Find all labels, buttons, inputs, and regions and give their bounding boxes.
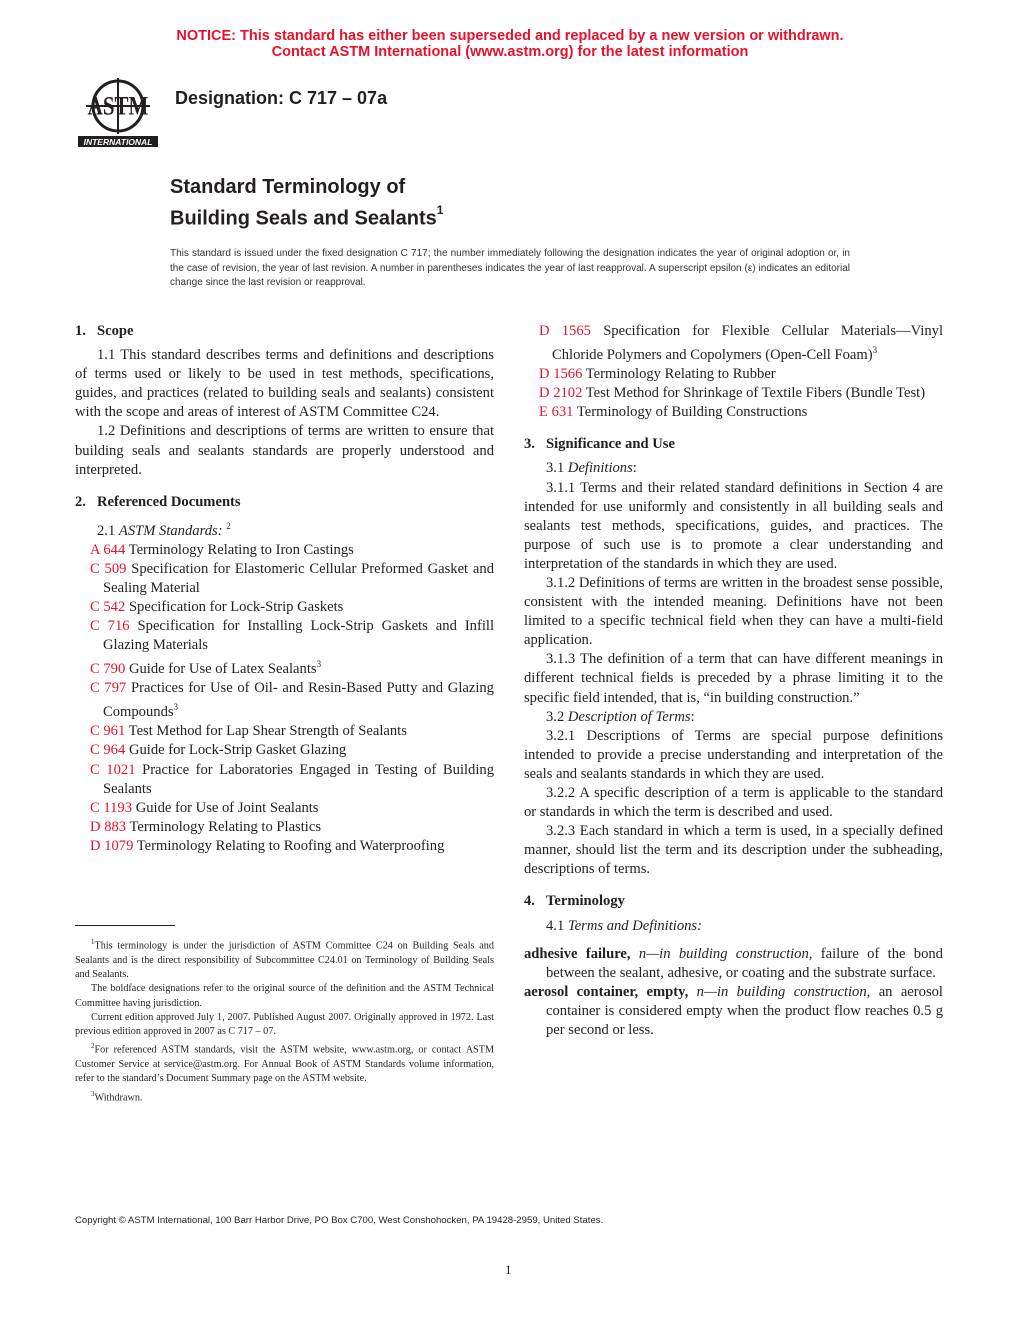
reference-title: Specification for Lock-Strip Gaskets — [128, 599, 344, 616]
term-part-of-speech: n — [638, 945, 647, 962]
reference-item — [524, 384, 943, 403]
footnote-text: The boldface designations refer to the original source of the definition and the ASTM Technical Committee having jurisdiction. — [75, 983, 494, 1009]
reference-item — [75, 837, 494, 856]
reference-item — [524, 365, 943, 384]
reference-title: Guide for Use of Latex Sealants — [128, 661, 317, 678]
section-3-1-1: 3.1.1 Terms and their related standard definitions in Section 4 are intended for use uniformly and consistently in all building seals and sealants test methods, specifications, guides, and practices. The purpose of such use is to promote a clear understanding and interpretation of the standards in which they are used. — [524, 479, 943, 572]
reference-code-link[interactable]: C 797 — [90, 680, 127, 697]
reference-list-left — [75, 541, 494, 856]
footnote-item — [75, 1087, 494, 1106]
section-3-1: 3.1 Definitions: — [546, 460, 637, 477]
footnote-rule — [75, 925, 175, 926]
reference-title: Specification for Elastomeric Cellular Preformed Gasket and Sealing Material — [103, 560, 494, 596]
astm-logo — [76, 76, 160, 148]
page-number: 1 — [505, 1262, 512, 1277]
notice-line-1: NOTICE: This standard has either been superseded and replaced by a new version or withdrawn. — [176, 28, 844, 44]
page-title — [170, 174, 443, 232]
reference-item — [75, 761, 494, 799]
footnotes — [75, 935, 494, 1105]
term-field: —in building construction, — [703, 983, 871, 1000]
reference-item — [75, 560, 494, 598]
reference-title: Practice for Laboratories Engaged in Testing of Building Sealants — [103, 761, 494, 797]
reference-code-link[interactable]: D 883 — [90, 818, 127, 835]
footnote-mark: 3 — [91, 1089, 95, 1098]
title-line-2: Building Seals and Sealants — [170, 207, 437, 230]
reference-item — [75, 818, 494, 837]
reference-item — [75, 617, 494, 655]
title-line-1: Standard Terminology of — [170, 176, 406, 198]
footnote-item — [75, 935, 494, 982]
footnote-ref: 3 — [872, 345, 878, 356]
reference-title: Terminology Relating to Rubber — [585, 366, 776, 383]
reference-code-link[interactable]: D 1566 — [539, 366, 583, 383]
reference-code-link[interactable]: C 716 — [90, 618, 130, 635]
section-3-1-2: 3.1.2 Definitions of terms are written in the broadest sense possible, consistent with the intended meaning. Definitions have not been limited to a specific technical field when they can have a multi-field application. — [524, 574, 943, 649]
reference-title: Specification for Installing Lock-Strip Gaskets and Infill Glazing Materials — [103, 618, 494, 654]
footnote-item — [75, 982, 494, 1011]
notice-line-2: Contact ASTM International (www.astm.org) for the latest information — [271, 44, 749, 60]
term-text: failure of the bond between the sealant, adhesive, or coating and the substrate surface. — [546, 945, 943, 981]
section-3-2-3: 3.2.3 Each standard in which a term is used, in a specially defined manner, should list the term and its description under the subheading, descriptions of terms. — [524, 823, 943, 878]
footnote-ref: 3 — [316, 659, 322, 670]
section-1-1: 1.1 This standard describes terms and definitions and descriptions of terms used or likely to be used in test methods, specifications, guides, and practices (related to building seals and sealants) consistent with the scope and areas of interest of ASTM Committee C24. — [75, 347, 494, 421]
section-1-2: 1.2 Definitions and descriptions of terms are written to ensure that building seals and sealants standards are properly understood and interpreted. — [75, 423, 494, 478]
section-2-heading: 2. Referenced Documents — [75, 493, 241, 510]
footnote-text: This terminology is under the jurisdiction of ASTM Committee C24 on Building Seals and Sealants and is the direct responsibility of Subcommittee C24.01 on Terminology of Building Seals and Sealants. — [75, 940, 494, 980]
reference-code-link[interactable]: C 964 — [90, 742, 126, 759]
footnote-mark: 2 — [91, 1042, 95, 1051]
section-4-heading: 4. Terminology — [524, 893, 625, 910]
logo-subtext: INTERNATIONAL — [83, 137, 153, 147]
term-part-of-speech: n — [696, 983, 704, 1000]
reference-item — [75, 541, 494, 560]
term-name: aerosol container, empty, — [524, 983, 689, 1000]
reference-list-right — [524, 322, 943, 422]
reference-title: Terminology Relating to Roofing and Waterproofing — [136, 837, 445, 854]
reference-code-link[interactable]: C 961 — [90, 723, 126, 740]
footnote-item — [75, 1011, 494, 1040]
footnote-ref: 3 — [173, 702, 179, 713]
reference-title: Guide for Use of Joint Sealants — [135, 799, 319, 816]
reference-code-link[interactable]: D 1565 — [539, 323, 591, 339]
section-4-1: 4.1 Terms and Definitions: — [546, 917, 702, 934]
logo-text: ASTM — [87, 92, 149, 122]
section-3-heading: 3. Significance and Use — [524, 436, 675, 453]
footnote-mark: 1 — [91, 938, 95, 946]
reference-item — [75, 679, 494, 722]
copyright: Copyright © ASTM International, 100 Barr Harbor Drive, PO Box C700, West Conshohocken, PA 19428-2959, United States. — [75, 1215, 604, 1226]
reference-code-link[interactable]: A 644 — [90, 541, 126, 558]
footnote-text: For referenced ASTM standards, visit the ASTM website, www.astm.org, or contact ASTM Customer Service at service@astm.org. For Annual Book of ASTM Standards volume information, refer to the standard’s Document Summary page on the ASTM website. — [75, 1044, 494, 1085]
reference-title: Specification for Flexible Cellular Materials—Vinyl Chloride Polymers and Copolymers (Open-Cell Foam) — [552, 323, 943, 363]
reference-title: Test Method for Shrinkage of Textile Fibers (Bundle Test) — [585, 385, 926, 402]
reference-code-link[interactable]: C 542 — [90, 599, 126, 616]
reference-item — [524, 322, 943, 365]
section-3-2-2: 3.2.2 A specific description of a term is applicable to the standard or standards in which the term is described and used. — [524, 785, 943, 821]
footnote-text: Withdrawn. — [94, 1092, 143, 1104]
section-3-2-1: 3.2.1 Descriptions of Terms are special purpose definitions intended to provide a precise understanding and interpretation of the seals and sealants standards in which they are used. — [524, 727, 943, 782]
reference-code-link[interactable]: D 2102 — [539, 385, 583, 402]
reference-item — [75, 799, 494, 818]
reference-title: Practices for Use of Oil- and Resin-Based Putty and Glazing Compounds — [103, 680, 494, 721]
reference-item — [524, 403, 943, 422]
section-3-2: 3.2 Description of Terms: — [546, 708, 695, 725]
reference-item — [75, 655, 494, 679]
reference-title: Terminology Relating to Plastics — [129, 818, 321, 835]
term-text: an aerosol container is considered empty when the product flow reaches 0.5 g per second or less. — [546, 983, 943, 1039]
reference-title: Guide for Lock-Strip Gasket Glazing — [128, 742, 347, 759]
reference-code-link[interactable]: C 790 — [90, 661, 126, 678]
preamble: This standard is issued under the fixed designation C 717; the number immediately following the designation indicates the year of original adoption or, in the case of revision, the year of last revision. A number in parentheses indicates the year of last reapproval. A superscript epsilon (ε) indicates an editorial change since the last revision or reapproval. — [170, 248, 850, 288]
title-footnote-ref: 1 — [436, 203, 444, 217]
section-3-1-3: 3.1.3 The definition of a term that can have different meanings in different technical fields is preceded by a phrase limiting it to the specific field intended, that is, “in building construction.” — [524, 651, 943, 706]
right-column — [524, 322, 943, 1040]
footnote-text: Current edition approved July 1, 2007. Published August 2007. Originally approved in 1972. Last previous edition approved in 2007 as C 717 – 07. — [75, 1011, 494, 1038]
reference-code-link[interactable]: C 509 — [90, 560, 127, 577]
section-1-heading: 1. Scope — [75, 323, 134, 339]
term-definition — [524, 945, 943, 983]
left-column — [75, 322, 494, 856]
footnote-item — [75, 1039, 494, 1086]
designation: Designation: C 717 – 07a — [175, 88, 388, 108]
reference-item — [75, 598, 494, 617]
term-field: —in building construction, — [646, 945, 813, 962]
reference-item — [75, 722, 494, 741]
reference-code-link[interactable]: E 631 — [539, 404, 574, 421]
reference-title: Terminology of Building Constructions — [576, 404, 808, 421]
term-definition — [524, 983, 943, 1040]
term-list — [524, 945, 943, 1040]
reference-code-link[interactable]: C 1193 — [90, 799, 133, 816]
term-name: adhesive failure, — [524, 945, 631, 962]
reference-code-link[interactable]: D 1079 — [90, 837, 134, 854]
reference-code-link[interactable]: C 1021 — [90, 761, 136, 778]
reference-item — [75, 741, 494, 760]
reference-title: Terminology Relating to Iron Castings — [128, 541, 354, 558]
reference-title: Test Method for Lap Shear Strength of Sealants — [128, 723, 407, 740]
section-2-1: 2.1 ASTM Standards: $^2$ — [97, 520, 231, 539]
